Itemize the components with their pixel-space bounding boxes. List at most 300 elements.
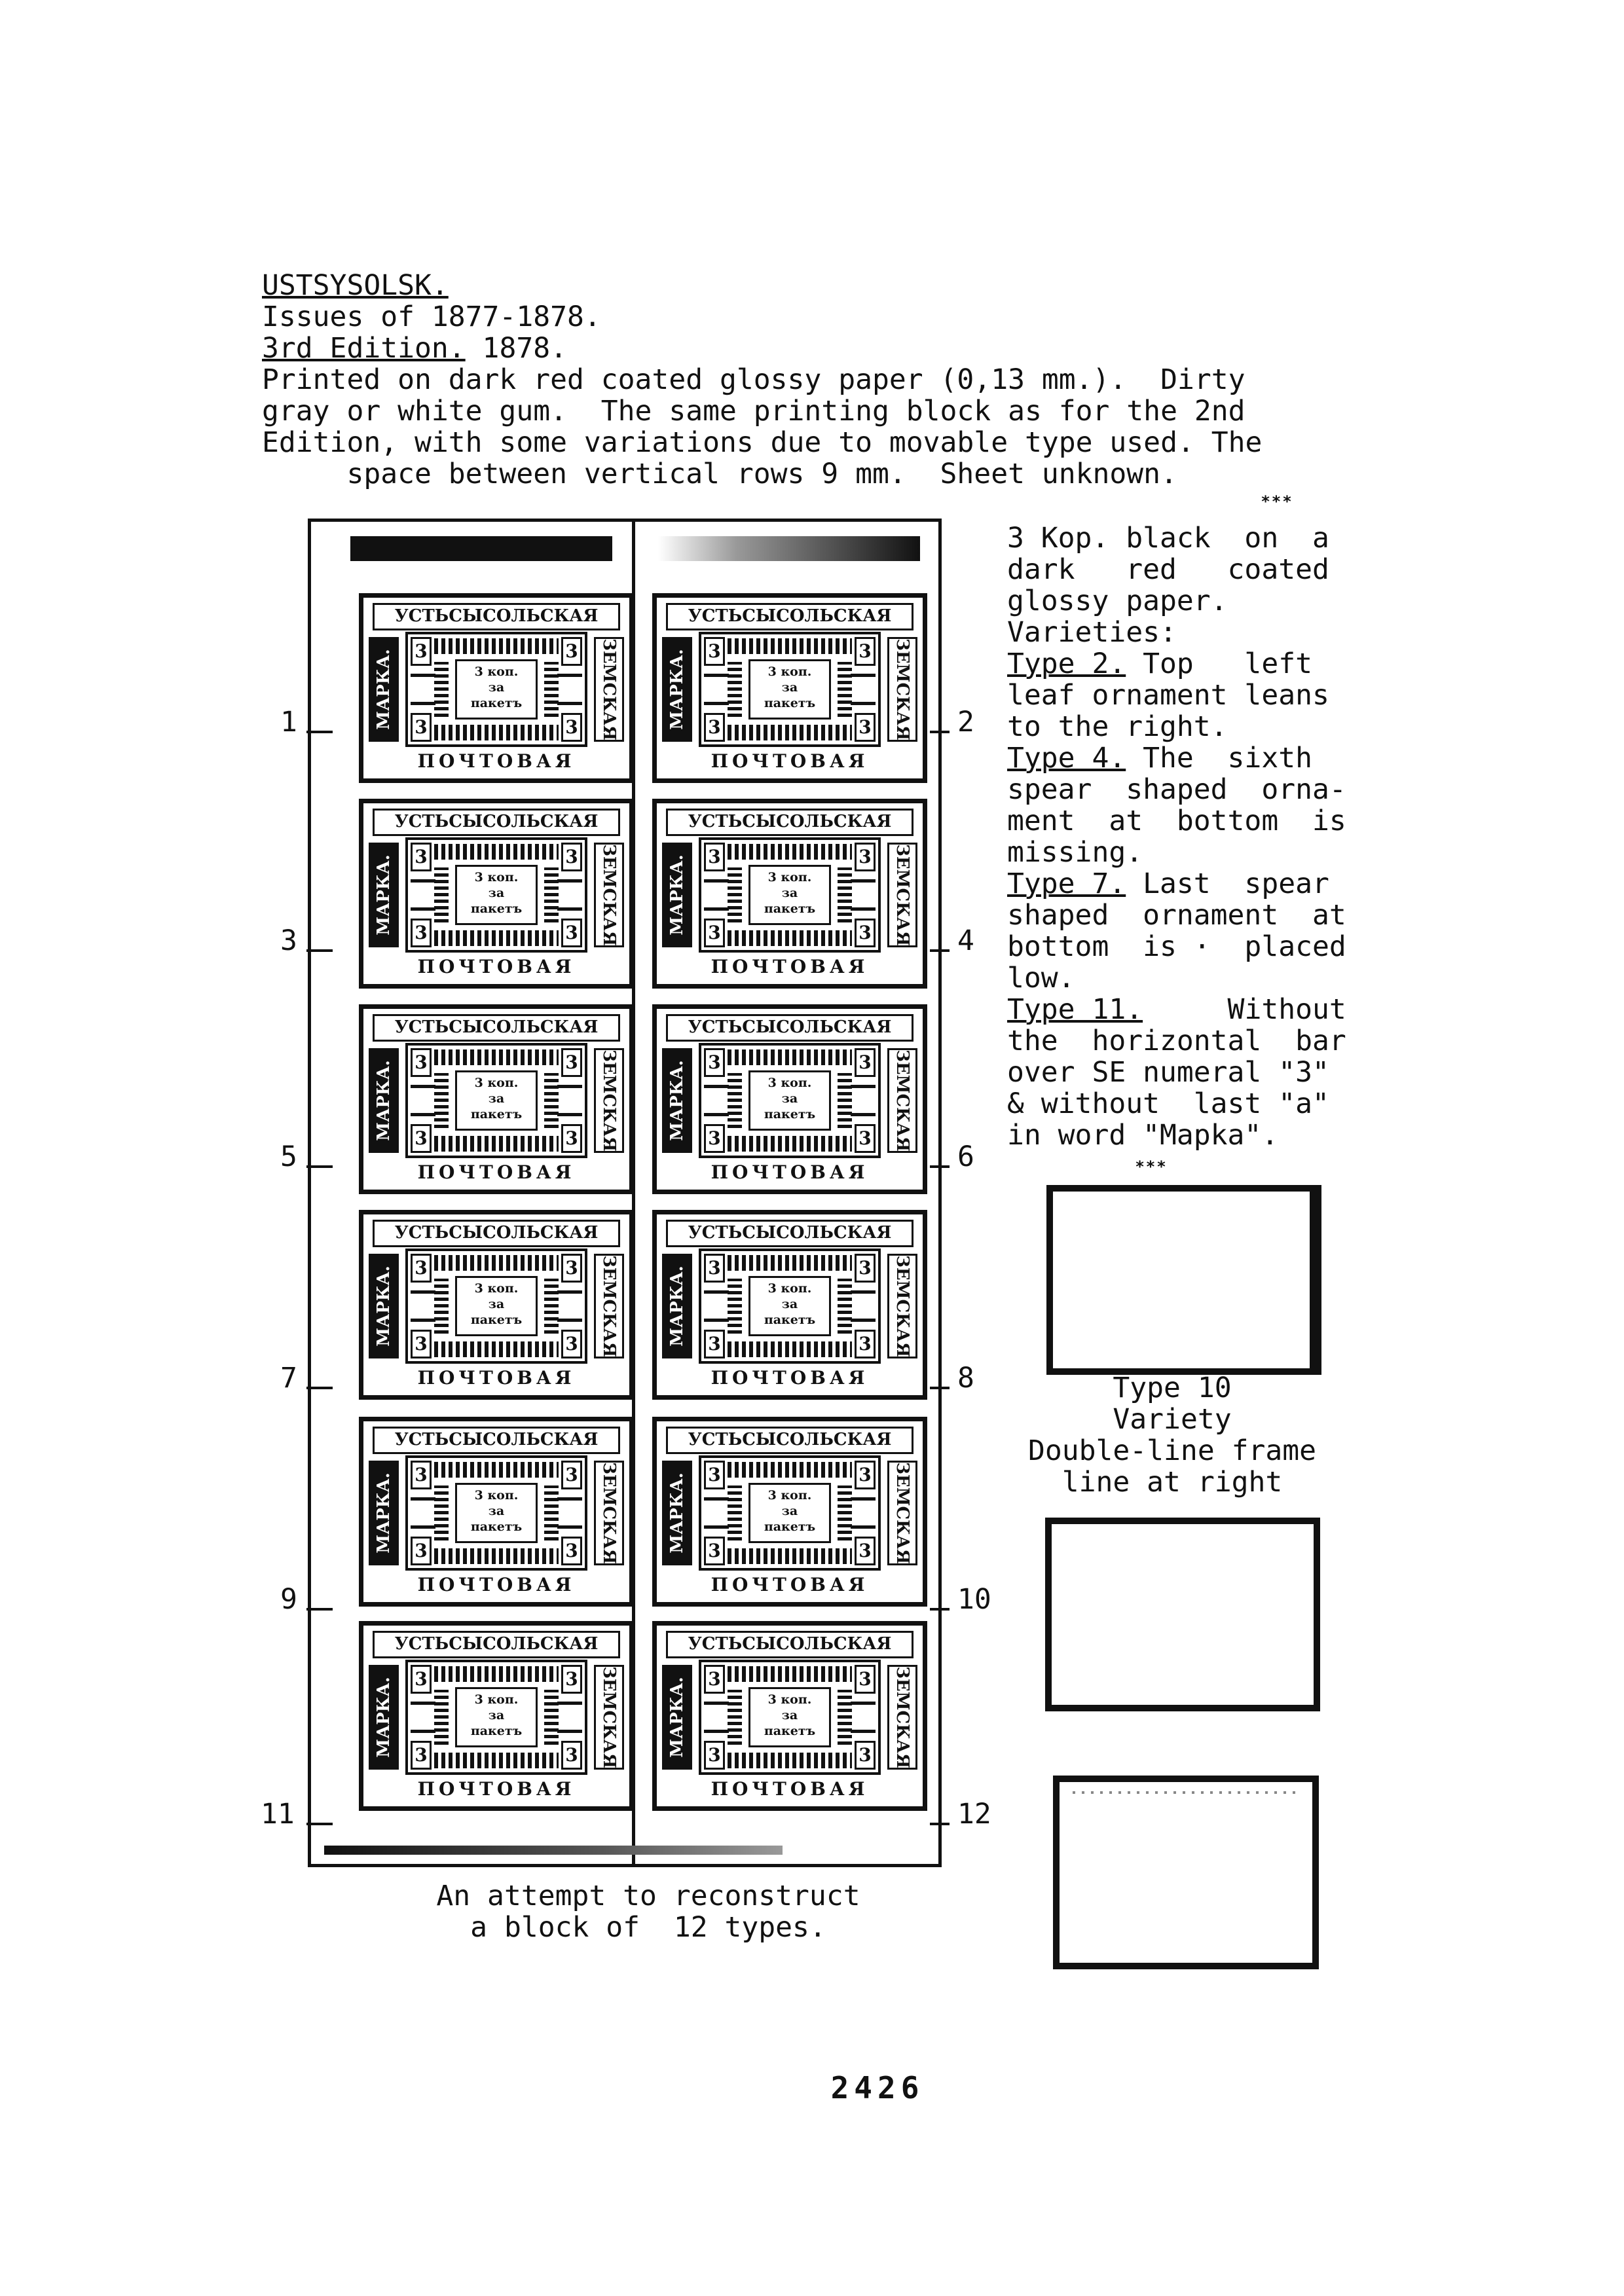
stamp-left-ornaments bbox=[728, 1485, 742, 1540]
stamp-numeral: 3 bbox=[561, 843, 582, 871]
stamp-numeral: 3 bbox=[855, 919, 876, 947]
stamp-right-panel bbox=[887, 1048, 917, 1153]
stamp-value-line: за bbox=[488, 680, 505, 695]
stamp-numeral: 3 bbox=[561, 1537, 582, 1565]
stamp-numeral: 3 bbox=[704, 1330, 725, 1358]
stamp-left-ornaments bbox=[434, 1279, 449, 1334]
stamp-numeral: 3 bbox=[704, 1461, 725, 1489]
stamp-left-text: МАРКА. bbox=[667, 1060, 687, 1141]
stamp-bottom-text: ПОЧТОВАЯ bbox=[417, 1367, 576, 1389]
type11-text: Without bbox=[1143, 993, 1346, 1026]
stamp-right-ornaments bbox=[838, 867, 852, 922]
stamp-numeral: 3 bbox=[704, 1048, 725, 1077]
bottom-margin-bar bbox=[324, 1846, 783, 1855]
print-noise bbox=[1073, 1791, 1299, 1794]
stamp-bar bbox=[557, 1113, 582, 1116]
stamp-left-ornaments bbox=[728, 1690, 742, 1745]
stamp-value-line: 3 коп. bbox=[767, 1076, 812, 1090]
stamp-top-spear-ornaments bbox=[728, 1049, 852, 1065]
issues-line: Issues of 1877-1878. bbox=[262, 301, 601, 333]
stamp-numeral: 3 bbox=[411, 637, 432, 666]
stamp-right-text: ЗЕМСКАЯ bbox=[599, 1049, 619, 1152]
title: USTSYSOLSK. bbox=[262, 269, 449, 302]
stamp-value-line: 3 коп. bbox=[474, 1281, 519, 1296]
stamp-right-text: ЗЕМСКАЯ bbox=[893, 1666, 912, 1768]
desc-line-3: Edition, with some variations due to movable type used. The bbox=[262, 426, 1263, 459]
stamp-right-panel bbox=[594, 1048, 624, 1153]
sidebar-stars: *** bbox=[1135, 1157, 1168, 1176]
stamp-center bbox=[699, 1043, 881, 1158]
stamp-top-spear-ornaments bbox=[434, 1255, 559, 1271]
stamp-left-text: МАРКА. bbox=[667, 649, 687, 730]
stamp-left-text: МАРКА. bbox=[667, 854, 687, 936]
stamp-value-panel bbox=[455, 659, 538, 720]
stamp-value-panel bbox=[748, 865, 831, 925]
stamp-left-text: МАРКА. bbox=[374, 1472, 394, 1554]
stamp-numeral: 3 bbox=[411, 919, 432, 947]
stamp-numeral: 3 bbox=[704, 843, 725, 871]
stamp-value-line: пакетъ bbox=[470, 1107, 523, 1121]
stamp-bar bbox=[411, 1730, 435, 1733]
stamp-value-line: 3 коп. bbox=[474, 665, 519, 679]
stamp-left-panel bbox=[662, 1254, 692, 1358]
stamp-bar bbox=[704, 1730, 729, 1733]
stamp-numeral: 3 bbox=[855, 1665, 876, 1694]
stamp-right-ornaments bbox=[838, 1690, 852, 1745]
stamp-numeral: 3 bbox=[561, 1665, 582, 1694]
stamp bbox=[359, 593, 634, 783]
stamp-bar bbox=[704, 907, 729, 911]
stamp-left-text: МАРКА. bbox=[374, 1060, 394, 1141]
stamp-top-text: УСТЬСЫСОЛЬСКАЯ bbox=[373, 1014, 620, 1042]
stamp-value-line: пакетъ bbox=[470, 696, 523, 710]
stamp-right-panel bbox=[887, 1665, 917, 1770]
stamp-bottom-spear-ornaments bbox=[434, 1548, 559, 1564]
stamp-numeral: 3 bbox=[411, 1665, 432, 1694]
stamp-right-panel bbox=[594, 1254, 624, 1358]
stamp-bar bbox=[557, 1290, 582, 1294]
stamp-bottom-text: ПОЧТОВАЯ bbox=[417, 956, 576, 977]
stamp-value-line: за bbox=[488, 1708, 505, 1722]
type10-line: Double-line frame bbox=[1027, 1434, 1317, 1467]
stamp-bar bbox=[704, 879, 729, 883]
stamp-numeral: 3 bbox=[855, 1330, 876, 1358]
stamp-right-ornaments bbox=[838, 662, 852, 717]
stamp-numeral: 3 bbox=[411, 1330, 432, 1358]
stamp-right-panel bbox=[594, 1665, 624, 1770]
stamp-bottom-spear-ornaments bbox=[434, 1136, 559, 1152]
stamp-value-line: 3 коп. bbox=[767, 1281, 812, 1296]
stamp-bar bbox=[851, 1290, 876, 1294]
stamp-value-line: пакетъ bbox=[764, 696, 816, 710]
stamp-left-ornaments bbox=[434, 1073, 449, 1128]
stamp-bottom-text: ПОЧТОВАЯ bbox=[417, 750, 576, 772]
stamp-bar bbox=[851, 1113, 876, 1116]
stamp-bottom-text: ПОЧТОВАЯ bbox=[710, 1161, 869, 1183]
frame-example-3 bbox=[1053, 1776, 1319, 1969]
type11-text: over SE numeral "3" bbox=[1007, 1056, 1329, 1089]
row-label: 11 bbox=[261, 1798, 295, 1831]
stamp-value-panel bbox=[455, 1687, 538, 1747]
stamp-bottom-spear-ornaments bbox=[728, 1548, 852, 1564]
stamp-numeral: 3 bbox=[704, 919, 725, 947]
stamp-numeral: 3 bbox=[855, 1741, 876, 1770]
stamp-center bbox=[699, 837, 881, 953]
type7-text: Last spear bbox=[1126, 867, 1329, 900]
top-margin-bar-right bbox=[658, 536, 920, 561]
row-tick bbox=[306, 1823, 333, 1825]
stamp-bar bbox=[411, 1525, 435, 1529]
stamp-right-text: ЗЕМСКАЯ bbox=[599, 844, 619, 946]
stamp-numeral: 3 bbox=[855, 637, 876, 666]
stamp-numeral: 3 bbox=[561, 1741, 582, 1770]
row-label: 10 bbox=[957, 1583, 991, 1616]
stamp-top-spear-ornaments bbox=[728, 638, 852, 654]
stamp bbox=[359, 1004, 634, 1194]
type4-text: missing. bbox=[1007, 836, 1143, 869]
stamp-bar bbox=[411, 1702, 435, 1705]
stamp-numeral: 3 bbox=[411, 713, 432, 742]
stamp-value-line: 3 коп. bbox=[474, 1076, 519, 1090]
stamp-center bbox=[405, 632, 587, 747]
stamp-bar bbox=[851, 702, 876, 705]
stamp-bottom-spear-ornaments bbox=[434, 725, 559, 740]
stamp-value-panel bbox=[748, 1070, 831, 1131]
varieties-sidebar bbox=[1007, 522, 1387, 1182]
stamp-bar bbox=[851, 1319, 876, 1322]
stamp-value-panel bbox=[455, 865, 538, 925]
stamp-bar bbox=[557, 1085, 582, 1088]
stamp-bar bbox=[557, 674, 582, 677]
edition-label: 3rd Edition. bbox=[262, 332, 466, 365]
row-label: 2 bbox=[957, 706, 974, 738]
stamp bbox=[652, 593, 927, 783]
stamp-top-text: УСТЬСЫСОЛЬСКАЯ bbox=[666, 1631, 913, 1658]
stamp-bottom-spear-ornaments bbox=[728, 1136, 852, 1152]
stamp-top-spear-ornaments bbox=[728, 1255, 852, 1271]
header-stars: *** bbox=[1261, 492, 1293, 511]
stamp-top-text: УСТЬСЫСОЛЬСКАЯ bbox=[373, 809, 620, 836]
stamp-right-ornaments bbox=[544, 1690, 559, 1745]
stamp-value-line: за bbox=[488, 886, 505, 900]
stamp-bar bbox=[851, 1085, 876, 1088]
type11-text: & without last "a" bbox=[1007, 1087, 1329, 1120]
stamp-right-panel bbox=[887, 637, 917, 742]
row-tick bbox=[930, 1165, 950, 1168]
stamp-right-text: ЗЕМСКАЯ bbox=[893, 1255, 912, 1357]
stamp-center bbox=[699, 632, 881, 747]
type7-text: low. bbox=[1007, 962, 1075, 994]
stamp-value-panel bbox=[748, 659, 831, 720]
type4-text: ment at bottom is bbox=[1007, 805, 1346, 837]
stamp-top-text: УСТЬСЫСОЛЬСКАЯ bbox=[373, 603, 620, 630]
edition-year: 1878. bbox=[465, 332, 568, 365]
row-label: 3 bbox=[280, 924, 297, 957]
stamp-right-ornaments bbox=[544, 1279, 559, 1334]
row-tick bbox=[306, 1165, 333, 1168]
stamp-bottom-text: ПОЧТОВАЯ bbox=[417, 1574, 576, 1595]
caption-line-2: a block of 12 types. bbox=[470, 1911, 826, 1944]
row-tick bbox=[930, 731, 950, 733]
stamp-left-panel bbox=[369, 1254, 399, 1358]
stamp-bottom-spear-ornaments bbox=[728, 1341, 852, 1357]
stamp-numeral: 3 bbox=[561, 919, 582, 947]
stamp-left-panel bbox=[369, 637, 399, 742]
intro-line: Varieties: bbox=[1007, 616, 1177, 649]
stamp-numeral: 3 bbox=[855, 1461, 876, 1489]
type7-text: shaped ornament at bbox=[1007, 899, 1346, 932]
stamp-bar bbox=[851, 1730, 876, 1733]
stamp-value-line: за bbox=[781, 1504, 798, 1518]
stamp-bar bbox=[557, 879, 582, 883]
type10-line: Type 10 bbox=[1113, 1372, 1232, 1404]
page-number: 2426 bbox=[830, 2070, 925, 2105]
stamp-bar bbox=[557, 1497, 582, 1501]
stamp-bar bbox=[851, 907, 876, 911]
stamp-left-panel bbox=[662, 1461, 692, 1565]
stamp-value-line: за bbox=[781, 1708, 798, 1722]
stamp-left-ornaments bbox=[728, 1073, 742, 1128]
desc-line-4: space between vertical rows 9 mm. Sheet unknown. bbox=[262, 458, 1177, 490]
stamp-top-text: УСТЬСЫСОЛЬСКАЯ bbox=[373, 1220, 620, 1247]
frame-example-1 bbox=[1046, 1185, 1321, 1375]
stamp-bar bbox=[704, 1290, 729, 1294]
stamp-bottom-text: ПОЧТОВАЯ bbox=[710, 1574, 869, 1595]
stamp-numeral: 3 bbox=[561, 637, 582, 666]
stamp-left-text: МАРКА. bbox=[667, 1266, 687, 1347]
row-label: 9 bbox=[280, 1583, 297, 1616]
stamp-value-line: за bbox=[781, 886, 798, 900]
stamp-right-panel bbox=[594, 843, 624, 947]
stamp-right-ornaments bbox=[838, 1485, 852, 1540]
stamp-bar bbox=[704, 674, 729, 677]
stamp-bar bbox=[704, 702, 729, 705]
stamp-right-ornaments bbox=[544, 1073, 559, 1128]
type2-text: Top left bbox=[1126, 647, 1312, 680]
stamp-bar bbox=[411, 1497, 435, 1501]
stamp-right-ornaments bbox=[544, 867, 559, 922]
stamp bbox=[359, 1417, 634, 1607]
type7-label: Type 7. bbox=[1007, 867, 1126, 900]
stamp-right-text: ЗЕМСКАЯ bbox=[599, 1255, 619, 1357]
double-frame-line bbox=[1310, 1185, 1318, 1375]
stamp-value-line: 3 коп. bbox=[474, 1488, 519, 1503]
stamp-right-ornaments bbox=[838, 1073, 852, 1128]
desc-line-1: Printed on dark red coated glossy paper (0,13 mm.). Dirty bbox=[262, 363, 1246, 396]
row-label: 4 bbox=[957, 924, 974, 957]
stamp-value-line: за bbox=[781, 1091, 798, 1106]
stamp-numeral: 3 bbox=[411, 1461, 432, 1489]
stamp-right-panel bbox=[887, 1461, 917, 1565]
stamp-value-line: 3 коп. bbox=[474, 1692, 519, 1707]
stamp-bottom-text: ПОЧТОВАЯ bbox=[710, 1367, 869, 1389]
stamp-numeral: 3 bbox=[561, 713, 582, 742]
stamp-bar bbox=[411, 702, 435, 705]
stamp-left-text: МАРКА. bbox=[374, 649, 394, 730]
stamp-value-line: за bbox=[488, 1504, 505, 1518]
caption-line-1: An attempt to reconstruct bbox=[436, 1880, 860, 1912]
stamp-bar bbox=[704, 1525, 729, 1529]
stamp-bottom-text: ПОЧТОВАЯ bbox=[417, 1161, 576, 1183]
type10-line: line at right bbox=[1061, 1466, 1283, 1499]
type2-label: Type 2. bbox=[1007, 647, 1126, 680]
stamp bbox=[359, 799, 634, 989]
stamp-value-line: пакетъ bbox=[470, 1313, 523, 1327]
stamp-right-text: ЗЕМСКАЯ bbox=[599, 1462, 619, 1564]
stamp-numeral: 3 bbox=[855, 713, 876, 742]
row-label: 12 bbox=[957, 1798, 991, 1831]
stamp-left-text: МАРКА. bbox=[374, 1677, 394, 1758]
stamp-top-spear-ornaments bbox=[728, 844, 852, 860]
stamp-bar bbox=[411, 1290, 435, 1294]
stamp-right-panel bbox=[594, 637, 624, 742]
stamp-bar bbox=[704, 1319, 729, 1322]
stamp-left-ornaments bbox=[434, 867, 449, 922]
stamp-numeral: 3 bbox=[704, 713, 725, 742]
type10-caption bbox=[1022, 1372, 1323, 1498]
stamp-numeral: 3 bbox=[704, 1537, 725, 1565]
stamp-value-line: за bbox=[781, 680, 798, 695]
stamp-left-panel bbox=[662, 637, 692, 742]
row-label: 6 bbox=[957, 1140, 974, 1173]
type11-text: the horizontal bar bbox=[1007, 1025, 1346, 1057]
stamp-value-line: 3 коп. bbox=[474, 870, 519, 884]
desc-line-2: gray or white gum. The same printing block as for the 2nd bbox=[262, 395, 1246, 428]
stamp bbox=[359, 1621, 634, 1811]
stamp-center bbox=[405, 1043, 587, 1158]
stamp-numeral: 3 bbox=[704, 637, 725, 666]
row-label: 8 bbox=[957, 1362, 974, 1394]
type10-line: Variety bbox=[1113, 1403, 1232, 1436]
intro-line: glossy paper. bbox=[1007, 585, 1228, 617]
stamp-right-text: ЗЕМСКАЯ bbox=[893, 638, 912, 740]
stamp-top-spear-ornaments bbox=[434, 1666, 559, 1682]
row-tick bbox=[306, 731, 333, 733]
row-tick bbox=[306, 949, 333, 952]
stamp bbox=[652, 1210, 927, 1400]
stamp-bottom-text: ПОЧТОВАЯ bbox=[710, 956, 869, 977]
stamp-left-text: МАРКА. bbox=[667, 1677, 687, 1758]
stamp-value-line: пакетъ bbox=[764, 902, 816, 916]
row-label: 7 bbox=[280, 1362, 297, 1394]
stamp-bar bbox=[704, 1702, 729, 1705]
stamp-bar bbox=[411, 1319, 435, 1322]
stamp-left-ornaments bbox=[434, 1485, 449, 1540]
row-tick bbox=[930, 1823, 950, 1825]
stamp bbox=[652, 799, 927, 989]
top-margin-bar-left bbox=[350, 536, 612, 561]
row-label: 1 bbox=[280, 706, 297, 738]
stamp-value-panel bbox=[748, 1276, 831, 1336]
stamp-top-text: УСТЬСЫСОЛЬСКАЯ bbox=[373, 1427, 620, 1454]
stamp-bar bbox=[851, 674, 876, 677]
stamp-bar bbox=[557, 1730, 582, 1733]
header bbox=[262, 270, 1362, 490]
stamp bbox=[359, 1210, 634, 1400]
stamp-right-text: ЗЕМСКАЯ bbox=[893, 844, 912, 946]
stamp-numeral: 3 bbox=[561, 1124, 582, 1153]
stamp-bar bbox=[557, 1319, 582, 1322]
block-caption bbox=[367, 1880, 930, 1943]
stamp-numeral: 3 bbox=[704, 1665, 725, 1694]
stamp-right-panel bbox=[887, 843, 917, 947]
stamp-value-panel bbox=[455, 1070, 538, 1131]
type2-text: leaf ornament leans bbox=[1007, 679, 1329, 712]
stamp-top-spear-ornaments bbox=[434, 844, 559, 860]
stamp-center bbox=[699, 1455, 881, 1571]
stamp-bottom-spear-ornaments bbox=[434, 930, 559, 946]
stamp-left-ornaments bbox=[434, 662, 449, 717]
stamp-right-ornaments bbox=[838, 1279, 852, 1334]
type4-text: spear shaped orna- bbox=[1007, 773, 1346, 806]
type11-text: in word "Mapka". bbox=[1007, 1119, 1279, 1152]
stamp-numeral: 3 bbox=[411, 843, 432, 871]
stamp-value-line: 3 коп. bbox=[767, 1692, 812, 1707]
stamp-bar bbox=[411, 1085, 435, 1088]
stamp-numeral: 3 bbox=[704, 1741, 725, 1770]
stamp-left-panel bbox=[662, 843, 692, 947]
type4-label: Type 4. bbox=[1007, 742, 1126, 774]
stamp-left-panel bbox=[662, 1048, 692, 1153]
row-tick bbox=[930, 949, 950, 952]
stamp-right-text: ЗЕМСКАЯ bbox=[893, 1462, 912, 1564]
stamp-right-ornaments bbox=[544, 1485, 559, 1540]
stamp-value-line: за bbox=[488, 1091, 505, 1106]
stamp bbox=[652, 1621, 927, 1811]
stamp-right-panel bbox=[887, 1254, 917, 1358]
stamp-bar bbox=[704, 1113, 729, 1116]
row-label: 5 bbox=[280, 1140, 297, 1173]
stamp-right-text: ЗЕМСКАЯ bbox=[893, 1049, 912, 1152]
stamp-left-panel bbox=[369, 1461, 399, 1565]
stamp-numeral: 3 bbox=[411, 1124, 432, 1153]
stamp-numeral: 3 bbox=[411, 1254, 432, 1283]
stamp-left-ornaments bbox=[434, 1690, 449, 1745]
stamp-bar bbox=[557, 1525, 582, 1529]
stamp-top-text: УСТЬСЫСОЛЬСКАЯ bbox=[666, 1220, 913, 1247]
stamp-bar bbox=[557, 907, 582, 911]
stamp-bar bbox=[411, 674, 435, 677]
stamp-bar bbox=[851, 1525, 876, 1529]
stamp-left-text: МАРКА. bbox=[374, 854, 394, 936]
stamp-value-line: 3 коп. bbox=[767, 870, 812, 884]
intro-line: 3 Kop. black on a bbox=[1007, 522, 1329, 555]
stamp-numeral: 3 bbox=[561, 1461, 582, 1489]
stamp-numeral: 3 bbox=[411, 1537, 432, 1565]
stamp-right-ornaments bbox=[544, 662, 559, 717]
stamp-top-text: УСТЬСЫСОЛЬСКАЯ bbox=[666, 603, 913, 630]
stamp-center bbox=[405, 1660, 587, 1775]
stamp-value-panel bbox=[455, 1483, 538, 1543]
stamp-bottom-spear-ornaments bbox=[728, 725, 852, 740]
stamp-bar bbox=[851, 879, 876, 883]
row-tick bbox=[930, 1608, 950, 1611]
stamp-numeral: 3 bbox=[855, 843, 876, 871]
stamp-bar bbox=[851, 1702, 876, 1705]
stamp-value-line: 3 коп. bbox=[767, 665, 812, 679]
stamp-value-line: пакетъ bbox=[470, 1724, 523, 1738]
type7-text: bottom is · placed bbox=[1007, 930, 1346, 963]
stamp-left-panel bbox=[369, 1665, 399, 1770]
stamp-numeral: 3 bbox=[411, 1741, 432, 1770]
stamp-center bbox=[699, 1660, 881, 1775]
stamp-top-spear-ornaments bbox=[728, 1666, 852, 1682]
stamp-numeral: 3 bbox=[561, 1330, 582, 1358]
stamp-value-line: пакетъ bbox=[764, 1107, 816, 1121]
stamp-top-text: УСТЬСЫСОЛЬСКАЯ bbox=[666, 809, 913, 836]
stamp-center bbox=[405, 1455, 587, 1571]
frame-example-2 bbox=[1045, 1518, 1320, 1711]
